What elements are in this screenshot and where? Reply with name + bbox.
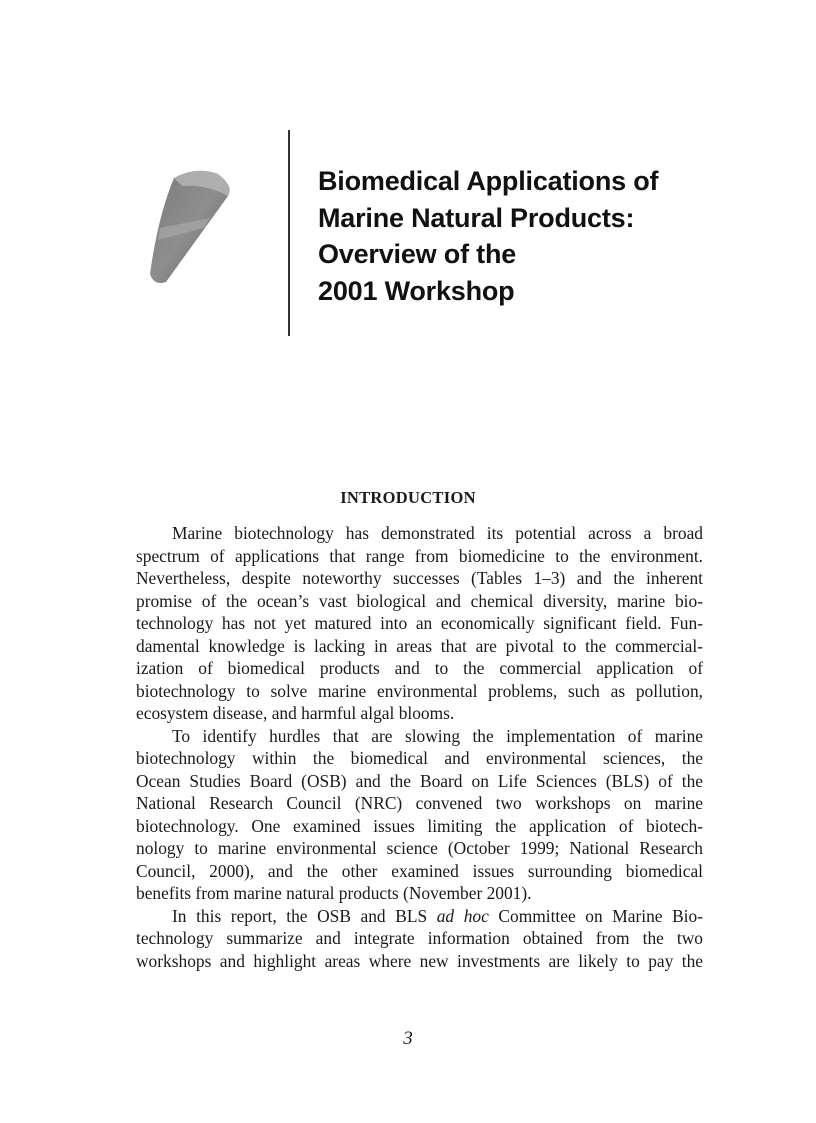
title-line: Biomedical Applications of	[318, 166, 659, 196]
text-line: technology has not yet matured into an economically significant field. Fun-	[136, 613, 703, 633]
text-line: Council, 2000), and the other examined issues surrounding biomedical	[136, 860, 703, 881]
text-line: To identify hurdles that are slowing the implementation of marine	[172, 725, 703, 746]
text-line: Nevertheless, despite noteworthy successes (Tables 1–3) and the inherent	[136, 568, 703, 588]
text-line: ecosystem disease, and harmful algal blooms.	[136, 703, 455, 723]
text-line: ization of biomedical products and to the commercial application of	[136, 658, 703, 678]
text-line: biotechnology within the biomedical and environmental sciences, the	[136, 748, 703, 768]
text-line: nology to marine environmental science (October 1999; National Research	[136, 838, 703, 858]
text-line: In this report, the OSB and BLS ad hoc Committee on Marine Bio-	[172, 905, 703, 926]
text-line: damental knowledge is lacking in areas that are pivotal to the commercial-	[136, 635, 703, 656]
paragraph	[136, 905, 703, 973]
vertical-divider	[288, 130, 290, 336]
text-line: National Research Council (NRC) convened two workshops on marine	[136, 793, 703, 813]
text-line: Marine biotechnology has demonstrated its potential across a broad	[172, 523, 703, 543]
cone-shell-image	[146, 156, 236, 288]
title-line: Marine Natural Products:	[318, 202, 635, 233]
section-heading: INTRODUCTION	[340, 488, 476, 507]
text-line: workshops and highlight areas where new investments are likely to pay the	[136, 950, 703, 971]
text-line: promise of the ocean’s vast biological and chemical diversity, marine bio-	[136, 590, 703, 611]
paragraph	[136, 522, 703, 725]
paragraph	[136, 725, 703, 905]
text-line: technology summarize and integrate information obtained from the two	[136, 928, 703, 948]
title-line: 2001 Workshop	[318, 275, 515, 306]
text-line: Ocean Studies Board (OSB) and the Board on Life Sciences (BLS) of the	[136, 770, 703, 791]
text-line: biotechnology to solve marine environmental problems, such as pollution,	[136, 680, 703, 701]
text-line: spectrum of applications that range from biomedicine to the environment.	[136, 545, 703, 566]
page-number: 3	[403, 1028, 413, 1049]
text-line: benefits from marine natural products (November 2001).	[136, 883, 532, 903]
text-line: biotechnology. One examined issues limiting the application of biotech-	[136, 815, 703, 836]
title-line: Overview of the	[318, 239, 517, 269]
body-text	[136, 522, 703, 972]
chapter-title	[318, 163, 658, 309]
